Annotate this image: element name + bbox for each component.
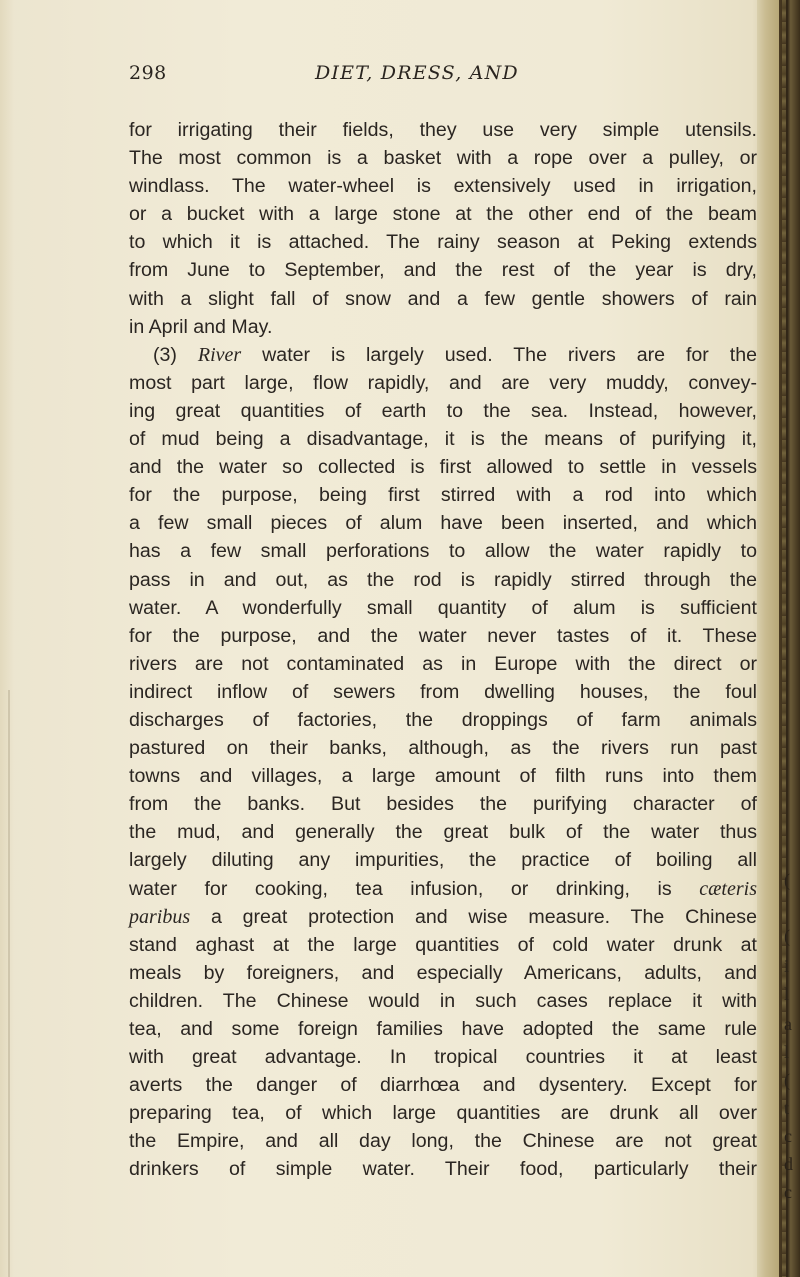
text-line: The most common is a basket with a rope over a pulley, or (129, 147, 757, 170)
river-word: River (197, 343, 242, 366)
gutter-shadow (0, 0, 14, 1277)
adjacent-glyph: ( (784, 870, 790, 890)
paribus-word: paribus (129, 905, 191, 928)
text-line: to which it is attached. The rainy season at Peking extends (129, 231, 757, 254)
adjacent-glyph: ( (784, 926, 790, 946)
text-line: in April and May. (129, 315, 273, 338)
text-line: with great advantage. In tropical countries it at least (129, 1046, 757, 1069)
text-line: windlass. The water-wheel is extensively used in irrigation, (129, 175, 757, 198)
text-line (129, 875, 757, 903)
text-line: from the banks. But besides the purifying character of (129, 793, 757, 816)
text-line: has a few small perforations to allow the water rapidly to (129, 540, 757, 563)
text-line: rivers are not contaminated as in Europe with the direct or (129, 652, 757, 675)
text-line: children. The Chinese would in such cases replace it with (129, 989, 757, 1012)
text-line: meals by foreigners, and especially Americans, adults, and (129, 961, 757, 984)
page-edge-stack (757, 0, 779, 1277)
body-text (129, 116, 757, 1184)
adjacent-glyph: i (784, 956, 790, 976)
text-line: preparing tea, of which large quantities are drunk all over (129, 1102, 757, 1125)
text-line: or a bucket with a large stone at the other end of the beam (129, 203, 757, 226)
text-line (129, 341, 757, 369)
page-number: 298 (129, 62, 167, 84)
section-number: (3) (153, 343, 177, 366)
text-line-start: water for cooking, tea infusion, or drinking, is (129, 877, 672, 900)
text-line: a few small pieces of alum have been inserted, and which (129, 512, 757, 535)
text-line: of mud being a disadvantage, it is the means of purifying it, (129, 428, 757, 451)
running-head: DIET, DRESS, AND (315, 62, 519, 84)
text-line: for irrigating their fields, they use very simple utensils. (129, 119, 757, 141)
text-line: discharges of factories, the droppings of farm animals (129, 708, 757, 731)
text-line: water. A wonderfully small quantity of alum is sufficient (129, 596, 757, 619)
text-line: the Empire, and all day long, the Chinese are not great (129, 1130, 757, 1153)
adjacent-glyph: d (784, 1154, 793, 1174)
text-line: ing great quantities of earth to the sea. Instead, however, (129, 399, 757, 422)
text-line: largely diluting any impurities, the practice of boiling all (129, 849, 757, 872)
adjacent-glyph: a (784, 1014, 792, 1034)
text-line: pass in and out, as the rod is rapidly stirred through the (129, 568, 757, 591)
adjacent-glyph: ( (784, 1070, 790, 1090)
text-line: towns and villages, a large amount of filth runs into them (129, 765, 757, 788)
text-line: tea, and some foreign families have adopted the same rule (129, 1018, 757, 1040)
text-line: pastured on their banks, although, as the rivers run past (129, 737, 757, 760)
text-line: for the purpose, being first stirred with a rod into which (129, 484, 757, 507)
text-line: indirect inflow of sewers from dwelling houses, the foul (129, 680, 757, 703)
text-line-rest: a great protection and wise measure. The Chinese (210, 905, 757, 928)
text-line: most part large, flow rapidly, and are very muddy, convey- (129, 371, 757, 394)
adjacent-glyph: c (784, 1126, 792, 1146)
text-line: averts the danger of diarrhœa and dysentery. Except for (129, 1074, 757, 1097)
text-line: drinkers of simple water. Their food, particularly their (129, 1158, 757, 1181)
adjacent-glyph: l (784, 1042, 790, 1062)
text-line (129, 903, 757, 931)
page-header (0, 62, 800, 92)
text-line: from June to September, and the rest of the year is dry, (129, 259, 757, 282)
text-line: and the water so collected is first allowed to settle in vessels (129, 456, 757, 479)
text-line: stand aghast at the large quantities of cold water drunk at (129, 933, 757, 956)
text-line-rest: water is largely used. The rivers are for the (262, 343, 757, 366)
adjacent-glyph: c (784, 1182, 792, 1202)
adjacent-glyph: l (784, 984, 790, 1004)
text-line: with a slight fall of snow and a few gentle showers of rain (129, 287, 757, 310)
text-line: for the purpose, and the water never tastes of it. These (129, 624, 757, 647)
page-fold-line (8, 690, 10, 1277)
adjacent-glyph: t (784, 1098, 790, 1118)
caeteris-word: cæteris (699, 877, 757, 900)
text-line: the mud, and generally the great bulk of the water thus (129, 821, 757, 844)
